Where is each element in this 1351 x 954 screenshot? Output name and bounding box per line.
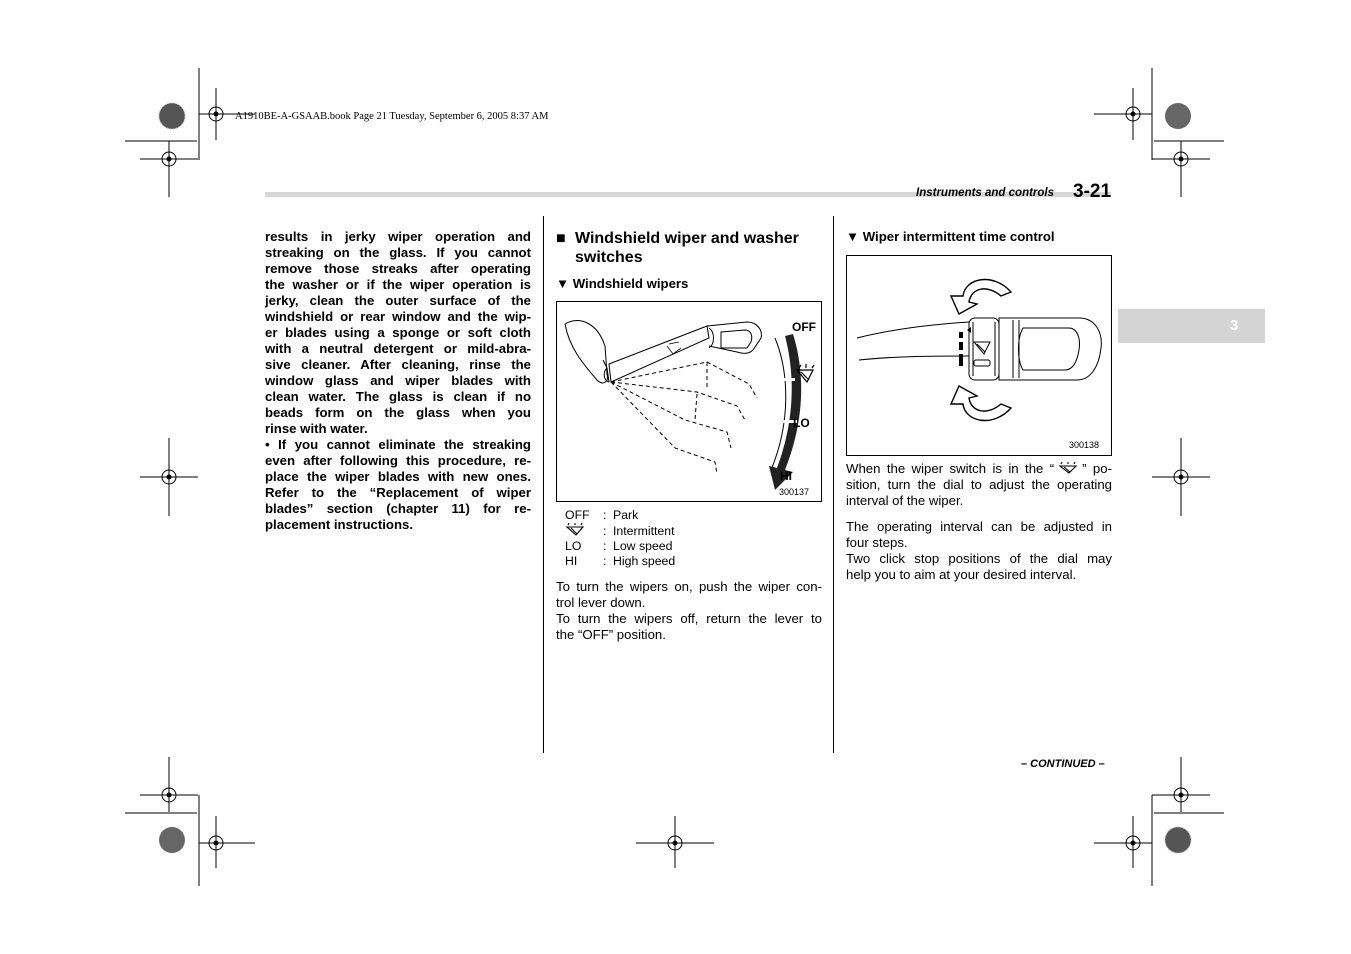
legend-row: : Intermittent xyxy=(565,523,675,540)
figure-code: 300137 xyxy=(779,487,810,497)
column-divider xyxy=(833,216,834,753)
column-2 xyxy=(556,229,822,643)
column-divider xyxy=(543,216,544,753)
wipers-off-paragraph: To turn the wipers off, return the lever to the “OFF” position. xyxy=(556,611,822,642)
wiper-lever-figure xyxy=(556,301,822,502)
section-heading: ■ Windshield wiper and washer switches xyxy=(556,230,799,266)
legend-row: HI : High speed xyxy=(565,553,676,568)
figure-label-hi: HI xyxy=(780,469,792,483)
dial-paragraph: When the wiper switch is in the “ ” po- sition, turn the dial to adjust the operating interval of the wiper. xyxy=(846,461,1112,508)
wiper-legend xyxy=(556,508,822,568)
intermittent-wiper-icon xyxy=(565,523,585,536)
chapter-tab xyxy=(1118,309,1265,343)
figure-code: 300138 xyxy=(1069,440,1100,450)
print-meta-line: A1910BE-A-GSAAB.book Page 21 Tuesday, September 6, 2005 8:37 AM xyxy=(235,111,549,122)
wipers-on-paragraph: To turn the wipers on, push the wiper con- trol lever down. xyxy=(556,579,822,610)
legend-row: LO : Low speed xyxy=(565,539,673,553)
subheading-intermittent-control: ▼ Wiper intermittent time control xyxy=(846,229,1055,244)
intermittent-dial-illustration xyxy=(847,256,1111,455)
column-3 xyxy=(846,229,1112,583)
bullet-paragraph: • If you cannot eliminate the streaking even after following this procedure, re- place the wiper blades with new ones. Refer to the “Replacement of wiper blades” section (chapter 11) for re- placement instructions. xyxy=(265,437,531,532)
intermittent-dial-figure xyxy=(846,255,1112,456)
cleaning-paragraph: results in jerky wiper operation and streaking on the glass. If you cannot remove those streaks after operating the washer or if the wiper operation is jerky, clean the outer surface of the windshield or rear window and the wip- er blades using a sponge or soft cloth with a neutral detergent or mild-abra- sive cleaner. After cleaning, rinse the window glass and wiper blades with clean water. The glass is clean if no beads form on the glass when you rinse with water. xyxy=(265,229,531,436)
legend-row: OFF : Park xyxy=(565,508,639,522)
subheading-windshield-wipers: ▼ Windshield wipers xyxy=(556,276,689,291)
header-page-number: 3-21 xyxy=(1073,181,1112,202)
header-section-title: Instruments and controls xyxy=(916,187,1055,199)
chapter-tab-number: 3 xyxy=(1230,317,1239,334)
click-stop-paragraph: Two click stop positions of the dial may help you to aim at your desired interval. xyxy=(846,551,1112,582)
continued-marker: – CONTINUED – xyxy=(1021,758,1105,770)
figure-label-lo: LO xyxy=(793,416,810,430)
interval-steps-paragraph: The operating interval can be adjusted in four steps. xyxy=(846,519,1112,550)
figure-label-off: OFF xyxy=(792,320,816,334)
heading-square-marker: ■ xyxy=(556,230,566,247)
intermittent-wiper-icon xyxy=(1054,462,1082,474)
column-1 xyxy=(265,229,531,533)
